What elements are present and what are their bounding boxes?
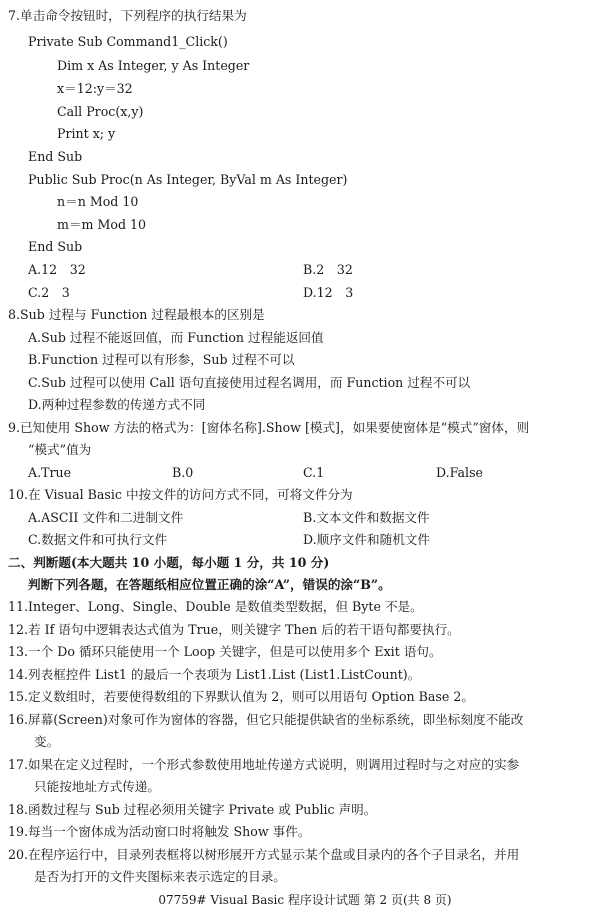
judge-item: 18.函数过程与 Sub 过程必须用关键字 Private 或 Public 声明。 [8, 802, 377, 817]
q10-stem: 10.在 Visual Basic 中按文件的访问方式不同，可将文件分为 [8, 487, 353, 502]
judge-item-continued: 只能按地址方式传递。 [34, 779, 160, 794]
judge-item: 12.若 If 语句中逻辑表达式值为 True，则关键字 Then 后的若干语句都要执行。 [8, 622, 460, 637]
judge-item: 11.Integer、Long、Single、Double 是数值类型数据，但 Byte 不是。 [8, 599, 423, 614]
code-line: Private Sub Command1_Click() [28, 34, 228, 49]
q7-option-c: C.2 3 [28, 285, 70, 300]
q9-stem: 9.已知使用 Show 方法的格式为：[窗体名称].Show [模式]，如果要使窗体是“模式”窗体，则 [8, 420, 530, 435]
q9-stem-continued: “模式”值为 [28, 442, 92, 457]
judge-item-continued: 变。 [34, 734, 60, 749]
q9-option-a: A.True [28, 465, 72, 480]
q10-option-a: A.ASCII 文件和二进制文件 [28, 510, 184, 525]
code-line: Public Sub Proc(n As Integer, ByVal m As Integer) [28, 172, 348, 187]
q8-stem: 8.Sub 过程与 Function 过程最根本的区别是 [8, 307, 265, 322]
q9-option-c: C.1 [303, 465, 325, 480]
q9-option-b: B.0 [172, 465, 194, 480]
code-line: Call Proc(x,y) [57, 104, 144, 119]
page-footer: 07759# Visual Basic 程序设计试题 第 2 页(共 8 页) [158, 893, 452, 907]
judge-item: 15.定义数组时，若要使得数组的下界默认值为 2，则可以用语句 Option Base 2。 [8, 689, 474, 704]
q7-option-a: A.12 32 [28, 262, 86, 277]
q7-option-b: B.2 32 [303, 262, 353, 277]
judge-item-continued: 是否为打开的文件夹图标来表示选定的目录。 [34, 869, 286, 884]
q10-option-b: B.文本文件和数据文件 [303, 510, 430, 525]
q7-option-d: D.12 3 [303, 285, 354, 300]
code-line: End Sub [28, 149, 83, 164]
judge-item: 20.在程序运行中，目录列表框将以树形展开方式显示某个盘或目录内的各个子目录名，并用 [8, 847, 520, 862]
q8-option-a: A.Sub 过程不能返回值，而 Function 过程能返回值 [28, 330, 324, 345]
section-instruction: 判断下列各题，在答题纸相应位置正确的涂“A”，错误的涂“B”。 [28, 577, 391, 592]
q8-option-d: D.两种过程参数的传递方式不同 [28, 397, 206, 412]
section-heading: 二、判断题(本大题共 10 小题，每小题 1 分，共 10 分) [8, 555, 330, 570]
code-line: n＝n Mod 10 [57, 194, 139, 209]
q8-option-c: C.Sub 过程可以使用 Call 语句直接使用过程名调用，而 Function 过程不可以 [28, 375, 471, 390]
judge-item: 16.屏幕(Screen)对象可作为窗体的容器，但它只能提供缺省的坐标系统，即坐标刻度不能改 [8, 712, 524, 727]
code-line: Print x; y [57, 126, 116, 141]
code-line: m＝m Mod 10 [57, 217, 147, 232]
q10-option-d: D.顺序文件和随机文件 [303, 532, 430, 547]
code-line: x＝12:y＝32 [57, 81, 133, 96]
judge-item: 17.如果在定义过程时，一个形式参数使用地址传递方式说明，则调用过程时与之对应的实参 [8, 757, 520, 772]
q8-option-b: B.Function 过程可以有形参，Sub 过程不可以 [28, 352, 295, 367]
code-line: Dim x As Integer, y As Integer [57, 58, 250, 73]
judge-item: 19.每当一个窗体成为活动窗口时将触发 Show 事件。 [8, 824, 311, 839]
q10-option-c: C.数据文件和可执行文件 [28, 532, 168, 547]
judge-item: 13.一个 Do 循环只能使用一个 Loop 关键字，但是可以使用多个 Exit 语句。 [8, 644, 442, 659]
judge-item: 14.列表框控件 List1 的最后一个表项为 List1.List (List1.ListCount)。 [8, 667, 421, 682]
q7-stem: 7.单击命令按钮时，下列程序的执行结果为 [8, 8, 247, 23]
code-line: End Sub [28, 239, 83, 254]
q9-option-d: D.False [436, 465, 483, 480]
